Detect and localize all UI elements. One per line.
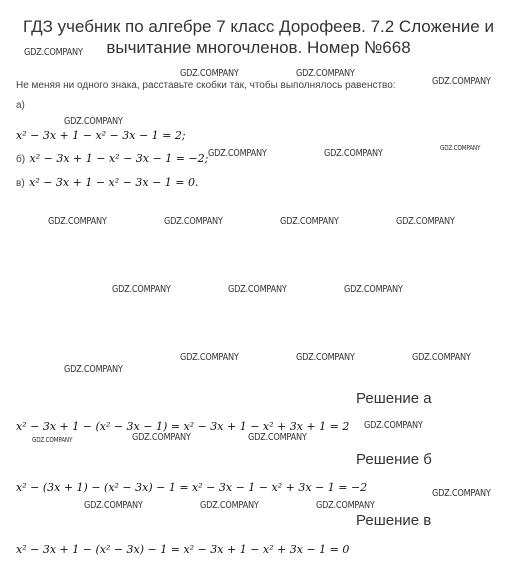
watermark: GDZ.COMPANY: [432, 76, 491, 87]
part-c-label: в): [16, 178, 25, 189]
solution-b-heading: Решение б: [356, 451, 432, 468]
watermark: GDZ.COMPANY: [248, 432, 307, 443]
watermark: GDZ.COMPANY: [64, 364, 123, 375]
watermark: GDZ.COMPANY: [296, 68, 355, 79]
watermark: GDZ.COMPANY: [48, 216, 107, 227]
watermark: GDZ.COMPANY: [24, 47, 83, 58]
solution-b-expression: x² − (3x + 1) − (x² − 3x) − 1 = x² − 3x − 1 − x² + 3x − 1 = −2: [16, 481, 368, 494]
watermark: GDZ.COMPANY: [180, 352, 239, 363]
part-b-row: [16, 149, 208, 167]
watermark: GDZ.COMPANY: [84, 500, 143, 511]
solution-a-expression: x² − 3x + 1 − (x² − 3x − 1) = x² − 3x + 1 − x² + 3x + 1 = 2: [16, 420, 350, 433]
watermark: GDZ.COMPANY: [132, 432, 191, 443]
watermark: GDZ.COMPANY: [344, 284, 403, 295]
watermark: GDZ.COMPANY: [324, 148, 383, 159]
watermark: GDZ.COMPANY: [228, 284, 287, 295]
part-a-expression: x² − 3x + 1 − x² − 3x − 1 = 2;: [16, 129, 186, 142]
part-c-expression: x² − 3x + 1 − x² − 3x − 1 = 0.: [29, 176, 199, 189]
watermark: GDZ.COMPANY: [412, 352, 471, 363]
watermark: GDZ.COMPANY: [432, 488, 491, 499]
watermark: GDZ.COMPANY: [180, 68, 239, 79]
watermark: GDZ.COMPANY: [200, 500, 259, 511]
page-title-line-2: вычитание многочленов. Номер №668: [106, 38, 411, 57]
watermark: GDZ.COMPANY: [32, 436, 73, 444]
watermark: GDZ.COMPANY: [112, 284, 171, 295]
part-a-label: а): [16, 100, 25, 111]
task-instruction: Не меняя ни одного знака, расставьте скобки так, чтобы выполнялось равенство:: [16, 80, 396, 91]
part-b-expression: x² − 3x + 1 − x² − 3x − 1 = −2;: [29, 152, 209, 165]
watermark: GDZ.COMPANY: [440, 144, 481, 152]
watermark: GDZ.COMPANY: [64, 116, 123, 127]
solution-c-expression: x² − 3x + 1 − (x² − 3x) − 1 = x² − 3x + 1 − x² + 3x − 1 = 0: [16, 543, 350, 556]
part-c-row: [16, 173, 199, 191]
watermark: GDZ.COMPANY: [208, 148, 267, 159]
watermark: GDZ.COMPANY: [296, 352, 355, 363]
solution-a-heading: Решение а: [356, 390, 432, 407]
part-b-label: б): [16, 154, 26, 165]
watermark: GDZ.COMPANY: [316, 500, 375, 511]
page-title-line-1: ГДЗ учебник по алгебре 7 класс Дорофеев. 7.2 Сложение и: [23, 17, 494, 36]
watermark: GDZ.COMPANY: [364, 420, 423, 431]
watermark: GDZ.COMPANY: [396, 216, 455, 227]
solution-c-heading: Решение в: [356, 512, 432, 529]
watermark: GDZ.COMPANY: [164, 216, 223, 227]
watermark: GDZ.COMPANY: [280, 216, 339, 227]
